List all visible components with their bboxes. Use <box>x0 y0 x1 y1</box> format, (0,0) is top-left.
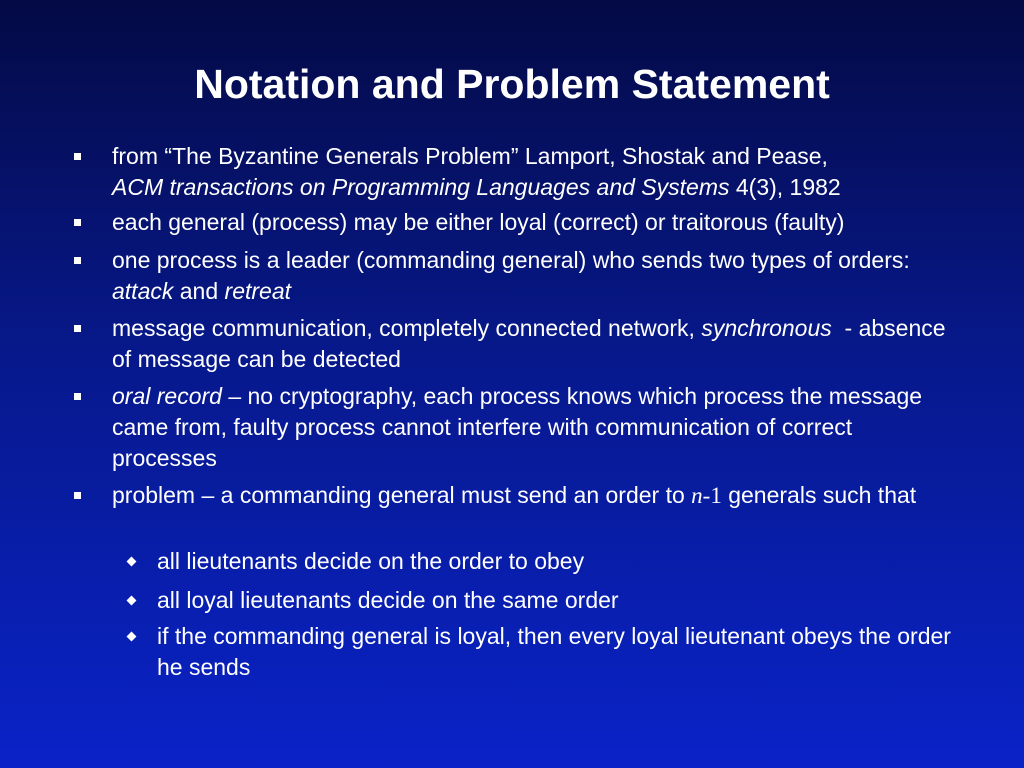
bullet-text: and <box>173 278 225 304</box>
journal-name: ACM transactions on Programming Languages and Systems <box>112 174 730 200</box>
retreat-term: retreat <box>224 278 292 304</box>
sub-bullet-item <box>157 585 957 616</box>
synchronous-term: synchronous <box>701 315 832 341</box>
bullet-item <box>112 245 962 307</box>
bullet-item <box>112 313 962 375</box>
diamond-bullet-icon <box>127 632 137 642</box>
sub-bullet-item <box>157 621 957 683</box>
square-bullet-icon <box>74 393 81 400</box>
diamond-bullet-icon <box>127 557 137 567</box>
square-bullet-icon <box>74 325 81 332</box>
diamond-bullet-icon <box>127 596 137 606</box>
bullet-text: generals such that <box>721 482 917 508</box>
oral-record-term: oral record <box>112 383 222 409</box>
sub-bullet-text: all loyal lieutenants decide on the same order <box>157 587 619 613</box>
sub-bullet-item <box>157 546 957 577</box>
bullet-text: - absence of message can be detected <box>112 315 952 372</box>
bullet-text: – no cryptography, each process knows which process the message came from, faulty process cannot interfere with communication of correct processes <box>112 383 923 471</box>
slide-title: Notation and Problem Statement <box>194 61 830 107</box>
sub-bullet-text: if the commanding general is loyal, then every loyal lieutenant obeys the order he sends <box>157 623 951 680</box>
bullet-item <box>112 480 962 511</box>
bullet-item <box>112 381 962 474</box>
square-bullet-icon <box>74 492 81 499</box>
bullet-text: message communication, completely connected network, <box>112 315 702 341</box>
bullet-text: from “The Byzantine Generals Problem” Lamport, Shostak and Pease, <box>112 143 828 169</box>
square-bullet-icon <box>74 257 81 264</box>
citation-text: 4(3), 1982 <box>729 174 841 200</box>
minus-one: -1 <box>702 483 722 508</box>
n-variable: n <box>691 483 703 508</box>
square-bullet-icon <box>74 153 81 160</box>
bullet-text: each general (process) may be either loyal (correct) or traitorous (faulty) <box>112 209 845 235</box>
bullet-text: one process is a leader (commanding general) who sends two types of orders: <box>112 247 910 273</box>
sub-bullet-text: all lieutenants decide on the order to obey <box>157 548 585 574</box>
attack-term: attack <box>112 278 174 304</box>
bullet-item <box>112 207 962 238</box>
square-bullet-icon <box>74 219 81 226</box>
bullet-item <box>112 141 962 203</box>
bullet-text: problem – a commanding general must send an order to <box>112 482 692 508</box>
